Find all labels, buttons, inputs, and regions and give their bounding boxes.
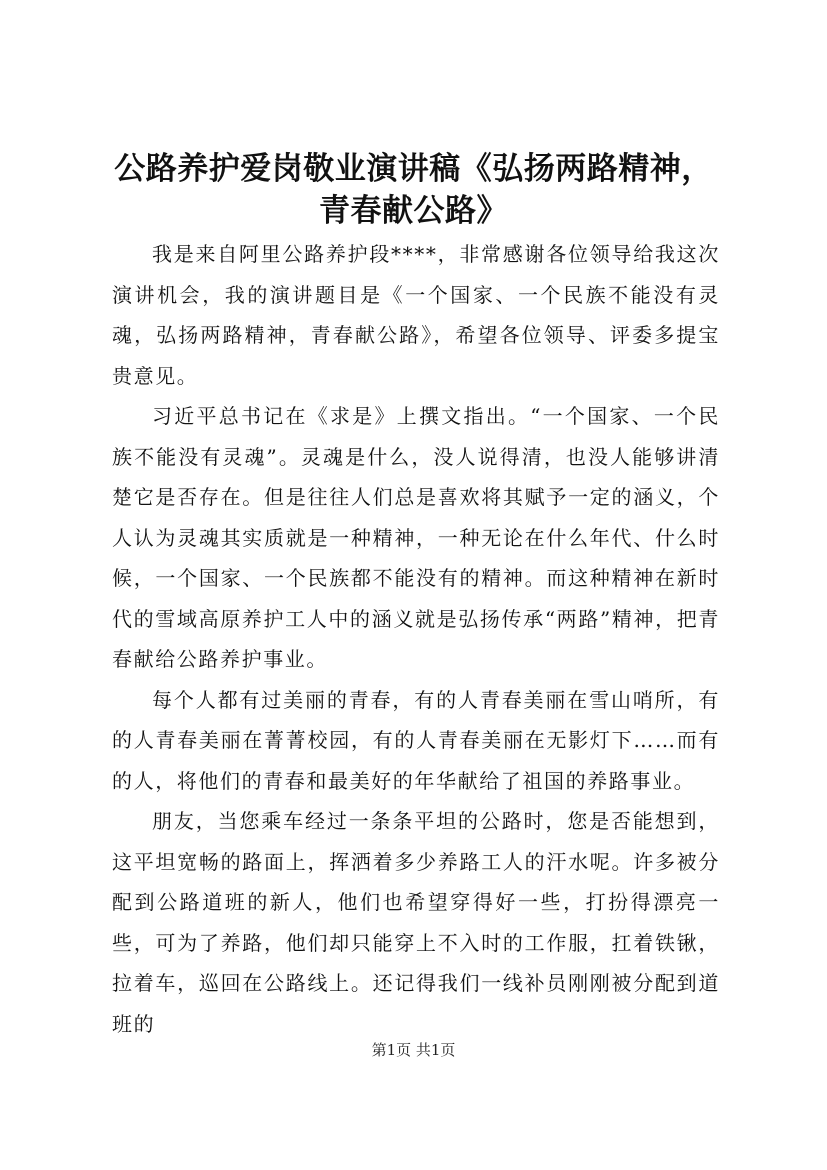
document-body xyxy=(112,234,720,1044)
paragraph: 习近平总书记在《求是》上撰文指出。“一个国家、一个民族不能没有灵魂”。灵魂是什么，没人说得清，也没人能够讲清楚它是否存在。但是往往人们总是喜欢将其赋予一定的涵义，个人认为灵魂其实质就是一种精神，一种无论在什么年代、什么时候，一个国家、一个民族都不能没有的精神。而这种精神在新时代的雪域高原养护工人中的涵义就是弘扬传承“两路”精神，把青春献给公路养护事业。 xyxy=(112,404,720,671)
page-footer xyxy=(0,1040,827,1060)
paragraph: 每个人都有过美丽的青春，有的人青春美丽在雪山哨所，有的人青春美丽在菁菁校园，有的人青春美丽在无影灯下……而有的人，将他们的青春和最美好的年华献给了祖国的养路事业。 xyxy=(112,687,720,793)
paragraph: 我是来自阿里公路养护段****，非常感谢各位领导给我这次演讲机会，我的演讲题目是《一个国家、一个民族不能没有灵魂，弘扬两路精神，青春献公路》，希望各位领导、评委多提宝贵意见。 xyxy=(112,242,720,388)
page-number-label: 第1页 共1页 xyxy=(371,1041,456,1059)
document-title: 公路养护爱岗敬业演讲稿《弘扬两路精神，青春献公路》 xyxy=(114,151,713,229)
paragraph: 朋友，当您乘车经过一条条平坦的公路时，您是否能想到，这平坦宽畅的路面上，挥洒着多少养路工人的汗水呢。许多被分配到公路道班的新人，他们也希望穿得好一些，打扮得漂亮一些，可为了养路，他们却只能穿上不入时的工作服，扛着铁锹，拉着车，巡回在公路线上。还记得我们一线补员刚刚被分配到道班的 xyxy=(112,809,720,1036)
